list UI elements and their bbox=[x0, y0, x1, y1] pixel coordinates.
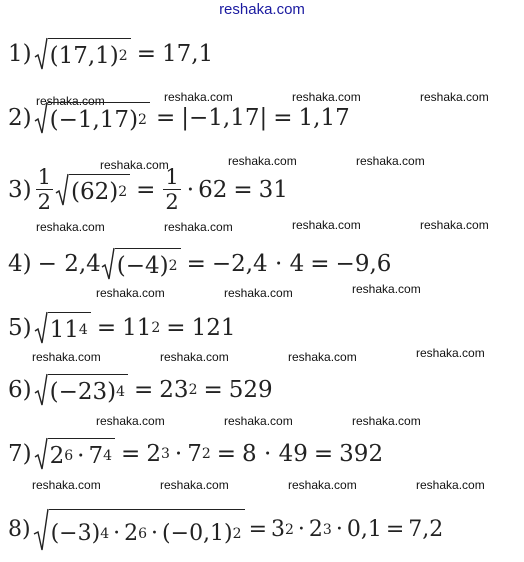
watermark: reshaka.com bbox=[160, 350, 229, 364]
watermark: reshaka.com bbox=[420, 218, 489, 232]
watermark: reshaka.com bbox=[416, 346, 485, 360]
square-root: 2 6 · 7 4 bbox=[34, 437, 115, 471]
problem-1: 1) (17,1) 2 = 17,1 bbox=[8, 34, 213, 74]
square-root: (−23) 4 bbox=[34, 373, 128, 407]
result: 7,2 bbox=[408, 517, 444, 542]
result: 31 bbox=[258, 176, 288, 203]
fraction: $\frac{1}{2}$ bbox=[165, 165, 179, 214]
square-root: (−3) 4 · 2 6 · (−0,1) 2 bbox=[33, 508, 245, 552]
result: −9,6 bbox=[335, 250, 392, 277]
watermark: reshaka.com bbox=[32, 350, 101, 364]
watermark: reshaka.com bbox=[100, 158, 169, 172]
problem-2: 2) (−1,17) 2 = |−1,17| = 1,17 bbox=[8, 98, 350, 138]
site-header[interactable]: reshaka.com bbox=[219, 1, 305, 18]
watermark: reshaka.com bbox=[36, 94, 105, 108]
problem-6: 6) (−23) 4 = 23 2 = 529 bbox=[8, 370, 273, 410]
watermark: reshaka.com bbox=[36, 220, 105, 234]
watermark: reshaka.com bbox=[164, 220, 233, 234]
square-root: (62) 2 bbox=[55, 173, 130, 207]
radical-sign-icon bbox=[101, 247, 115, 281]
result: 17,1 bbox=[161, 40, 214, 67]
problem-number: 3) bbox=[8, 176, 32, 203]
absolute-value: |−1,17| bbox=[181, 104, 268, 131]
problem-number: 8) bbox=[8, 517, 31, 542]
result: 529 bbox=[228, 376, 273, 403]
fraction: $\frac{1}{2}$ bbox=[37, 165, 51, 214]
watermark: reshaka.com bbox=[228, 154, 297, 168]
problem-4: 4) − 2,4 (−4) 2 = −2,4 · 4 = −9,6 bbox=[8, 244, 391, 284]
problem-number: 5) bbox=[8, 314, 32, 341]
radical-sign-icon bbox=[33, 508, 49, 552]
result: 1,17 bbox=[298, 104, 350, 131]
problem-number: 6) bbox=[8, 376, 32, 403]
watermark: reshaka.com bbox=[420, 90, 489, 104]
radical-sign-icon bbox=[34, 101, 48, 135]
watermark: reshaka.com bbox=[416, 478, 485, 492]
radical-sign-icon bbox=[55, 173, 69, 207]
watermark: reshaka.com bbox=[288, 350, 357, 364]
watermark: reshaka.com bbox=[160, 478, 229, 492]
result: 121 bbox=[191, 314, 236, 341]
problem-3: 3) $\frac{1}{2}$ (62) 2 = $\frac{1}{2}$ · 62 = 31 bbox=[8, 165, 288, 214]
watermark: reshaka.com bbox=[292, 90, 361, 104]
watermark: reshaka.com bbox=[32, 478, 101, 492]
problem-7: 7) 2 6 · 7 4 = 2 3 · 7 2 = 8 · 49 = 392 bbox=[8, 434, 383, 474]
square-root: 11 4 bbox=[34, 311, 91, 345]
radical-sign-icon bbox=[34, 373, 48, 407]
square-root: (−1,17) 2 bbox=[34, 101, 150, 135]
watermark: reshaka.com bbox=[352, 282, 421, 296]
watermark: reshaka.com bbox=[292, 218, 361, 232]
watermark: reshaka.com bbox=[288, 478, 357, 492]
problem-number: 2) bbox=[8, 104, 32, 131]
watermark: reshaka.com bbox=[96, 286, 165, 300]
problem-8: 8) (−3) 4 · 2 6 · (−0,1) 2 = 3 2 · 2 3 · 0,1 = 7,2 bbox=[8, 506, 443, 554]
radical-sign-icon bbox=[34, 37, 48, 71]
problem-number: 7) bbox=[8, 440, 32, 467]
radical-sign-icon bbox=[34, 437, 48, 471]
watermark: reshaka.com bbox=[224, 414, 293, 428]
problem-5: 5) 11 4 = 11 2 = 121 bbox=[8, 308, 235, 348]
watermark: reshaka.com bbox=[96, 414, 165, 428]
watermark: reshaka.com bbox=[356, 154, 425, 168]
problem-number: 1) bbox=[8, 40, 32, 67]
radical-sign-icon bbox=[34, 311, 48, 345]
square-root: (17,1) 2 bbox=[34, 37, 131, 71]
result: 392 bbox=[339, 440, 384, 467]
square-root: (−4) 2 bbox=[101, 247, 181, 281]
watermark: reshaka.com bbox=[352, 414, 421, 428]
watermark: reshaka.com bbox=[224, 286, 293, 300]
problem-number: 4) bbox=[8, 250, 32, 277]
watermark: reshaka.com bbox=[164, 90, 233, 104]
